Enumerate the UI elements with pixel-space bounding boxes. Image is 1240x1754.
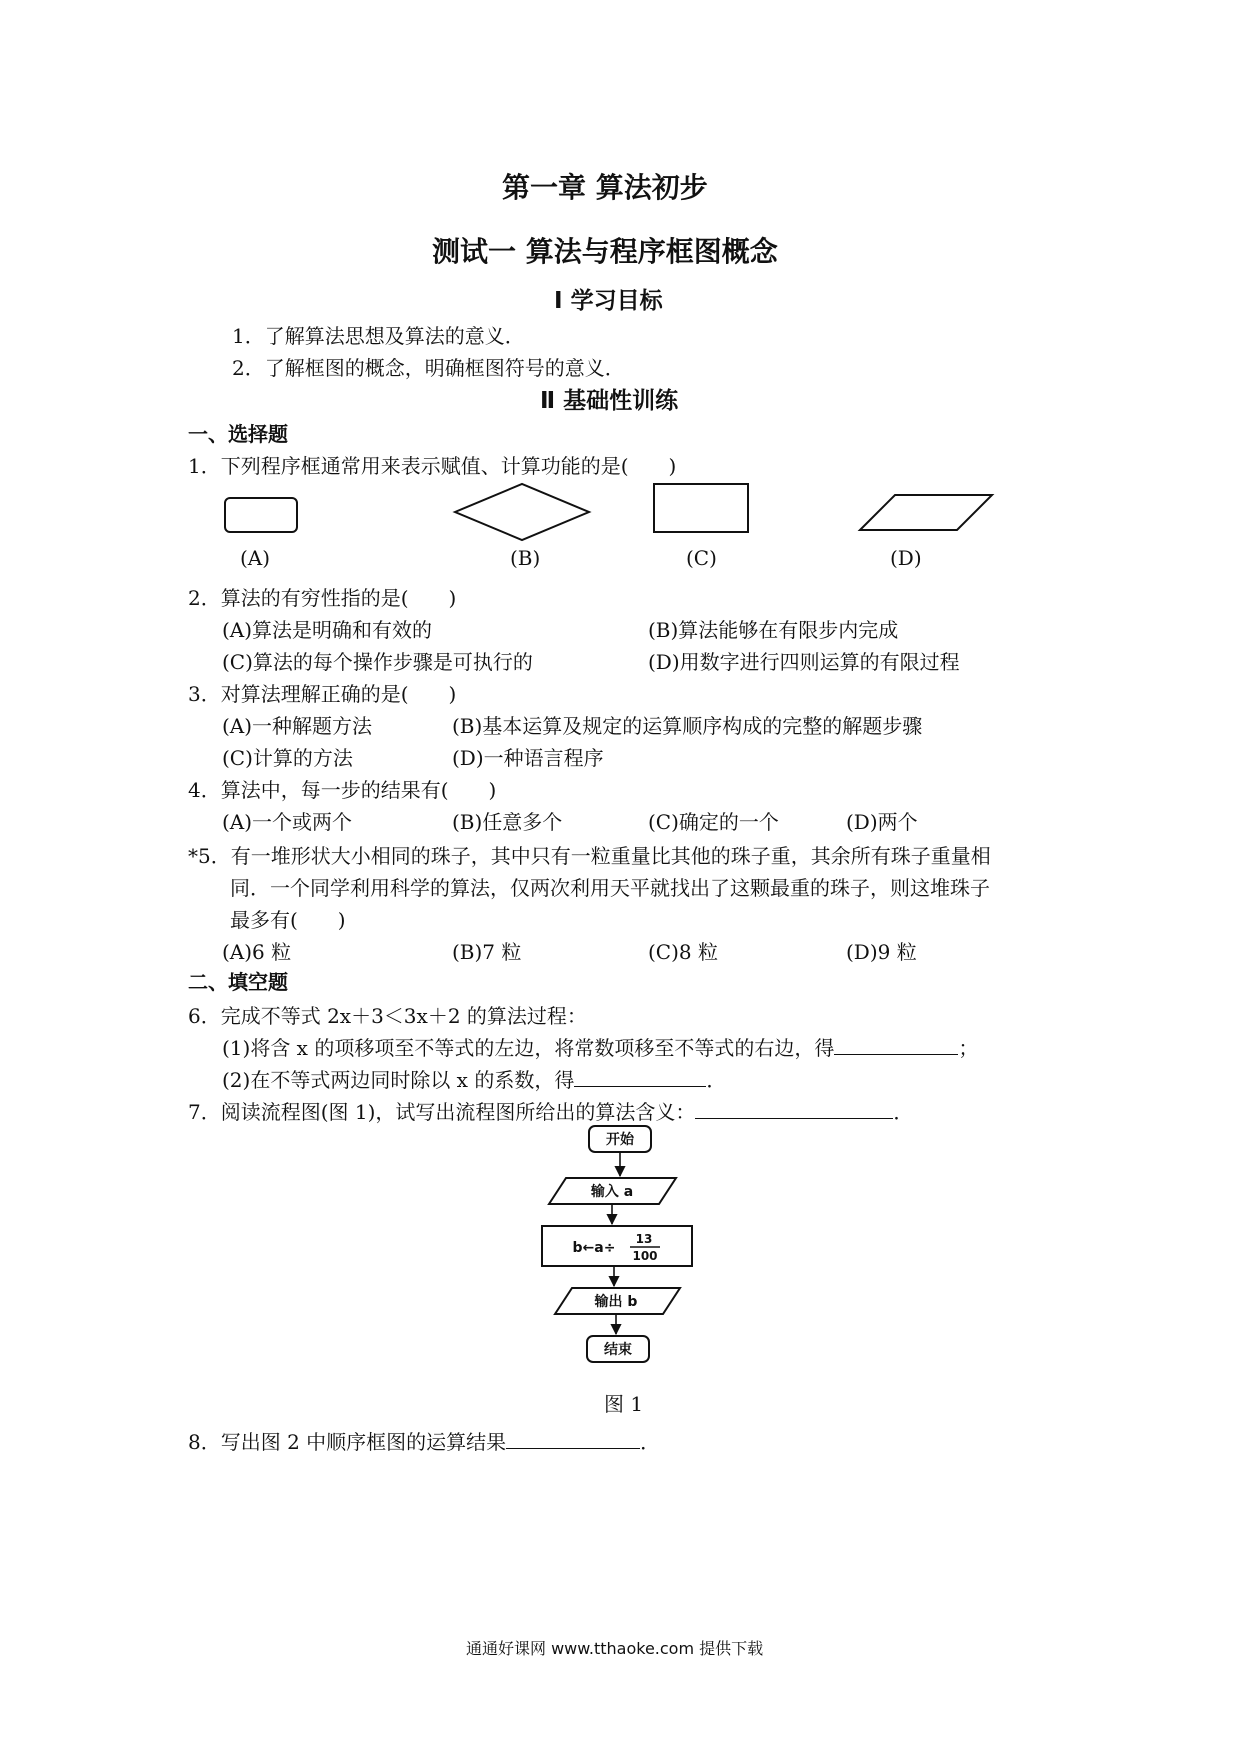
q4-option-b: (B)任意多个 — [452, 810, 563, 834]
q5-option-d: (D)9 粒 — [846, 940, 917, 964]
footer-text: 通通好课网 www.tthaoke.com 提供下载 — [466, 1639, 764, 1658]
section1-heading: Ⅰ 学习目标 — [554, 288, 663, 314]
q7-text: 7．阅读流程图(图 1)，试写出流程图所给出的算法含义： — [188, 1100, 696, 1124]
q1-label-b: (B) — [510, 546, 541, 570]
q6-step1-text: (1)将含 x 的项移项至不等式的左边，将常数项移至不等式的右边，得 — [222, 1036, 835, 1060]
parallelogram-shape — [860, 495, 992, 530]
q6-step2 — [222, 1064, 726, 1093]
q1-text: 1．下列程序框通常用来表示赋值、计算功能的是( ) — [188, 454, 677, 478]
q2-text: 2．算法的有穷性指的是( ) — [188, 586, 457, 610]
q8-text: 8．写出图 2 中顺序框图的运算结果 — [188, 1430, 507, 1454]
q4-option-d: (D)两个 — [846, 810, 918, 834]
q1-label-d: (D) — [890, 546, 922, 570]
flow-input-label: 输入 a — [590, 1184, 634, 1200]
q4-text: 4．算法中，每一步的结果有( ) — [188, 778, 497, 802]
q5-option-c: (C)8 粒 — [648, 940, 718, 964]
flow-frac-den: 100 — [632, 1249, 658, 1263]
q5-line2: 同．一个同学利用科学的算法，仅两次利用天平就找出了这颗最重的珠子，则这堆珠子 — [230, 876, 990, 900]
q4-option-a: (A)一个或两个 — [222, 810, 353, 834]
q6-text: 6．完成不等式 2x＋3＜3x＋2 的算法过程： — [188, 1004, 587, 1028]
rounded-rect-shape — [225, 498, 297, 532]
flow-output-label: 输出 b — [594, 1294, 638, 1310]
q6-step2-text: (2)在不等式两边同时除以 x 的系数，得 — [222, 1068, 575, 1092]
q3-option-d: (D)一种语言程序 — [452, 746, 604, 770]
figure-caption: 图 1 — [604, 1392, 644, 1416]
section2-heading: Ⅱ 基础性训练 — [540, 388, 679, 414]
q1-label-a: (A) — [240, 546, 271, 570]
q5-option-a: (A)6 粒 — [222, 940, 292, 964]
q3-option-b: (B)基本运算及规定的运算顺序构成的完整的解题步骤 — [452, 714, 923, 738]
q3-option-c: (C)计算的方法 — [222, 746, 353, 770]
q4-option-c: (C)确定的一个 — [648, 810, 779, 834]
part1-title: 一、选择题 — [188, 422, 288, 446]
q7-text-line — [188, 1096, 913, 1125]
flow-end-label: 结束 — [604, 1342, 632, 1358]
goal-1: 1．了解算法思想及算法的意义． — [232, 324, 525, 348]
q5-line3: 最多有( ) — [230, 908, 346, 932]
q7-blank[interactable] — [695, 1100, 893, 1119]
flow-start-label: 开始 — [606, 1132, 634, 1148]
flow-process-box — [542, 1226, 692, 1266]
q1-label-c: (C) — [686, 546, 717, 570]
flowchart — [540, 1124, 700, 1384]
flow-process-lhs: b←a÷ — [572, 1240, 616, 1256]
part2-title: 二、填空题 — [188, 970, 288, 994]
rectangle-shape — [654, 484, 748, 532]
q8-line — [188, 1426, 660, 1455]
q3-option-a: (A)一种解题方法 — [222, 714, 373, 738]
q6-step1-end: ； — [958, 1036, 979, 1060]
q2-option-a: (A)算法是明确和有效的 — [222, 618, 433, 642]
q6-step2-blank[interactable] — [574, 1068, 706, 1087]
q2-option-c: (C)算法的每个操作步骤是可执行的 — [222, 650, 533, 674]
q3-text: 3．对算法理解正确的是( ) — [188, 682, 457, 706]
q5-option-b: (B)7 粒 — [452, 940, 522, 964]
q2-option-b: (B)算法能够在有限步内完成 — [648, 618, 899, 642]
q8-end: ． — [640, 1430, 661, 1454]
q2-option-d: (D)用数字进行四则运算的有限过程 — [648, 650, 960, 674]
goal-2: 2．了解框图的概念，明确框图符号的意义． — [232, 356, 625, 380]
q6-step1-blank[interactable] — [834, 1036, 958, 1055]
q6-step1 — [222, 1032, 978, 1061]
q6-step2-end: ． — [706, 1068, 727, 1092]
diamond-shape-outline — [455, 484, 589, 540]
test-title: 测试一 算法与程序框图概念 — [432, 235, 778, 268]
chapter-title: 第一章 算法初步 — [502, 171, 708, 204]
q8-blank[interactable] — [506, 1430, 640, 1449]
q5-line1: *5．有一堆形状大小相同的珠子，其中只有一粒重量比其他的珠子重，其余所有珠子重量相 — [188, 844, 991, 868]
q7-end: ． — [893, 1100, 914, 1124]
flow-frac-num: 13 — [635, 1232, 653, 1246]
